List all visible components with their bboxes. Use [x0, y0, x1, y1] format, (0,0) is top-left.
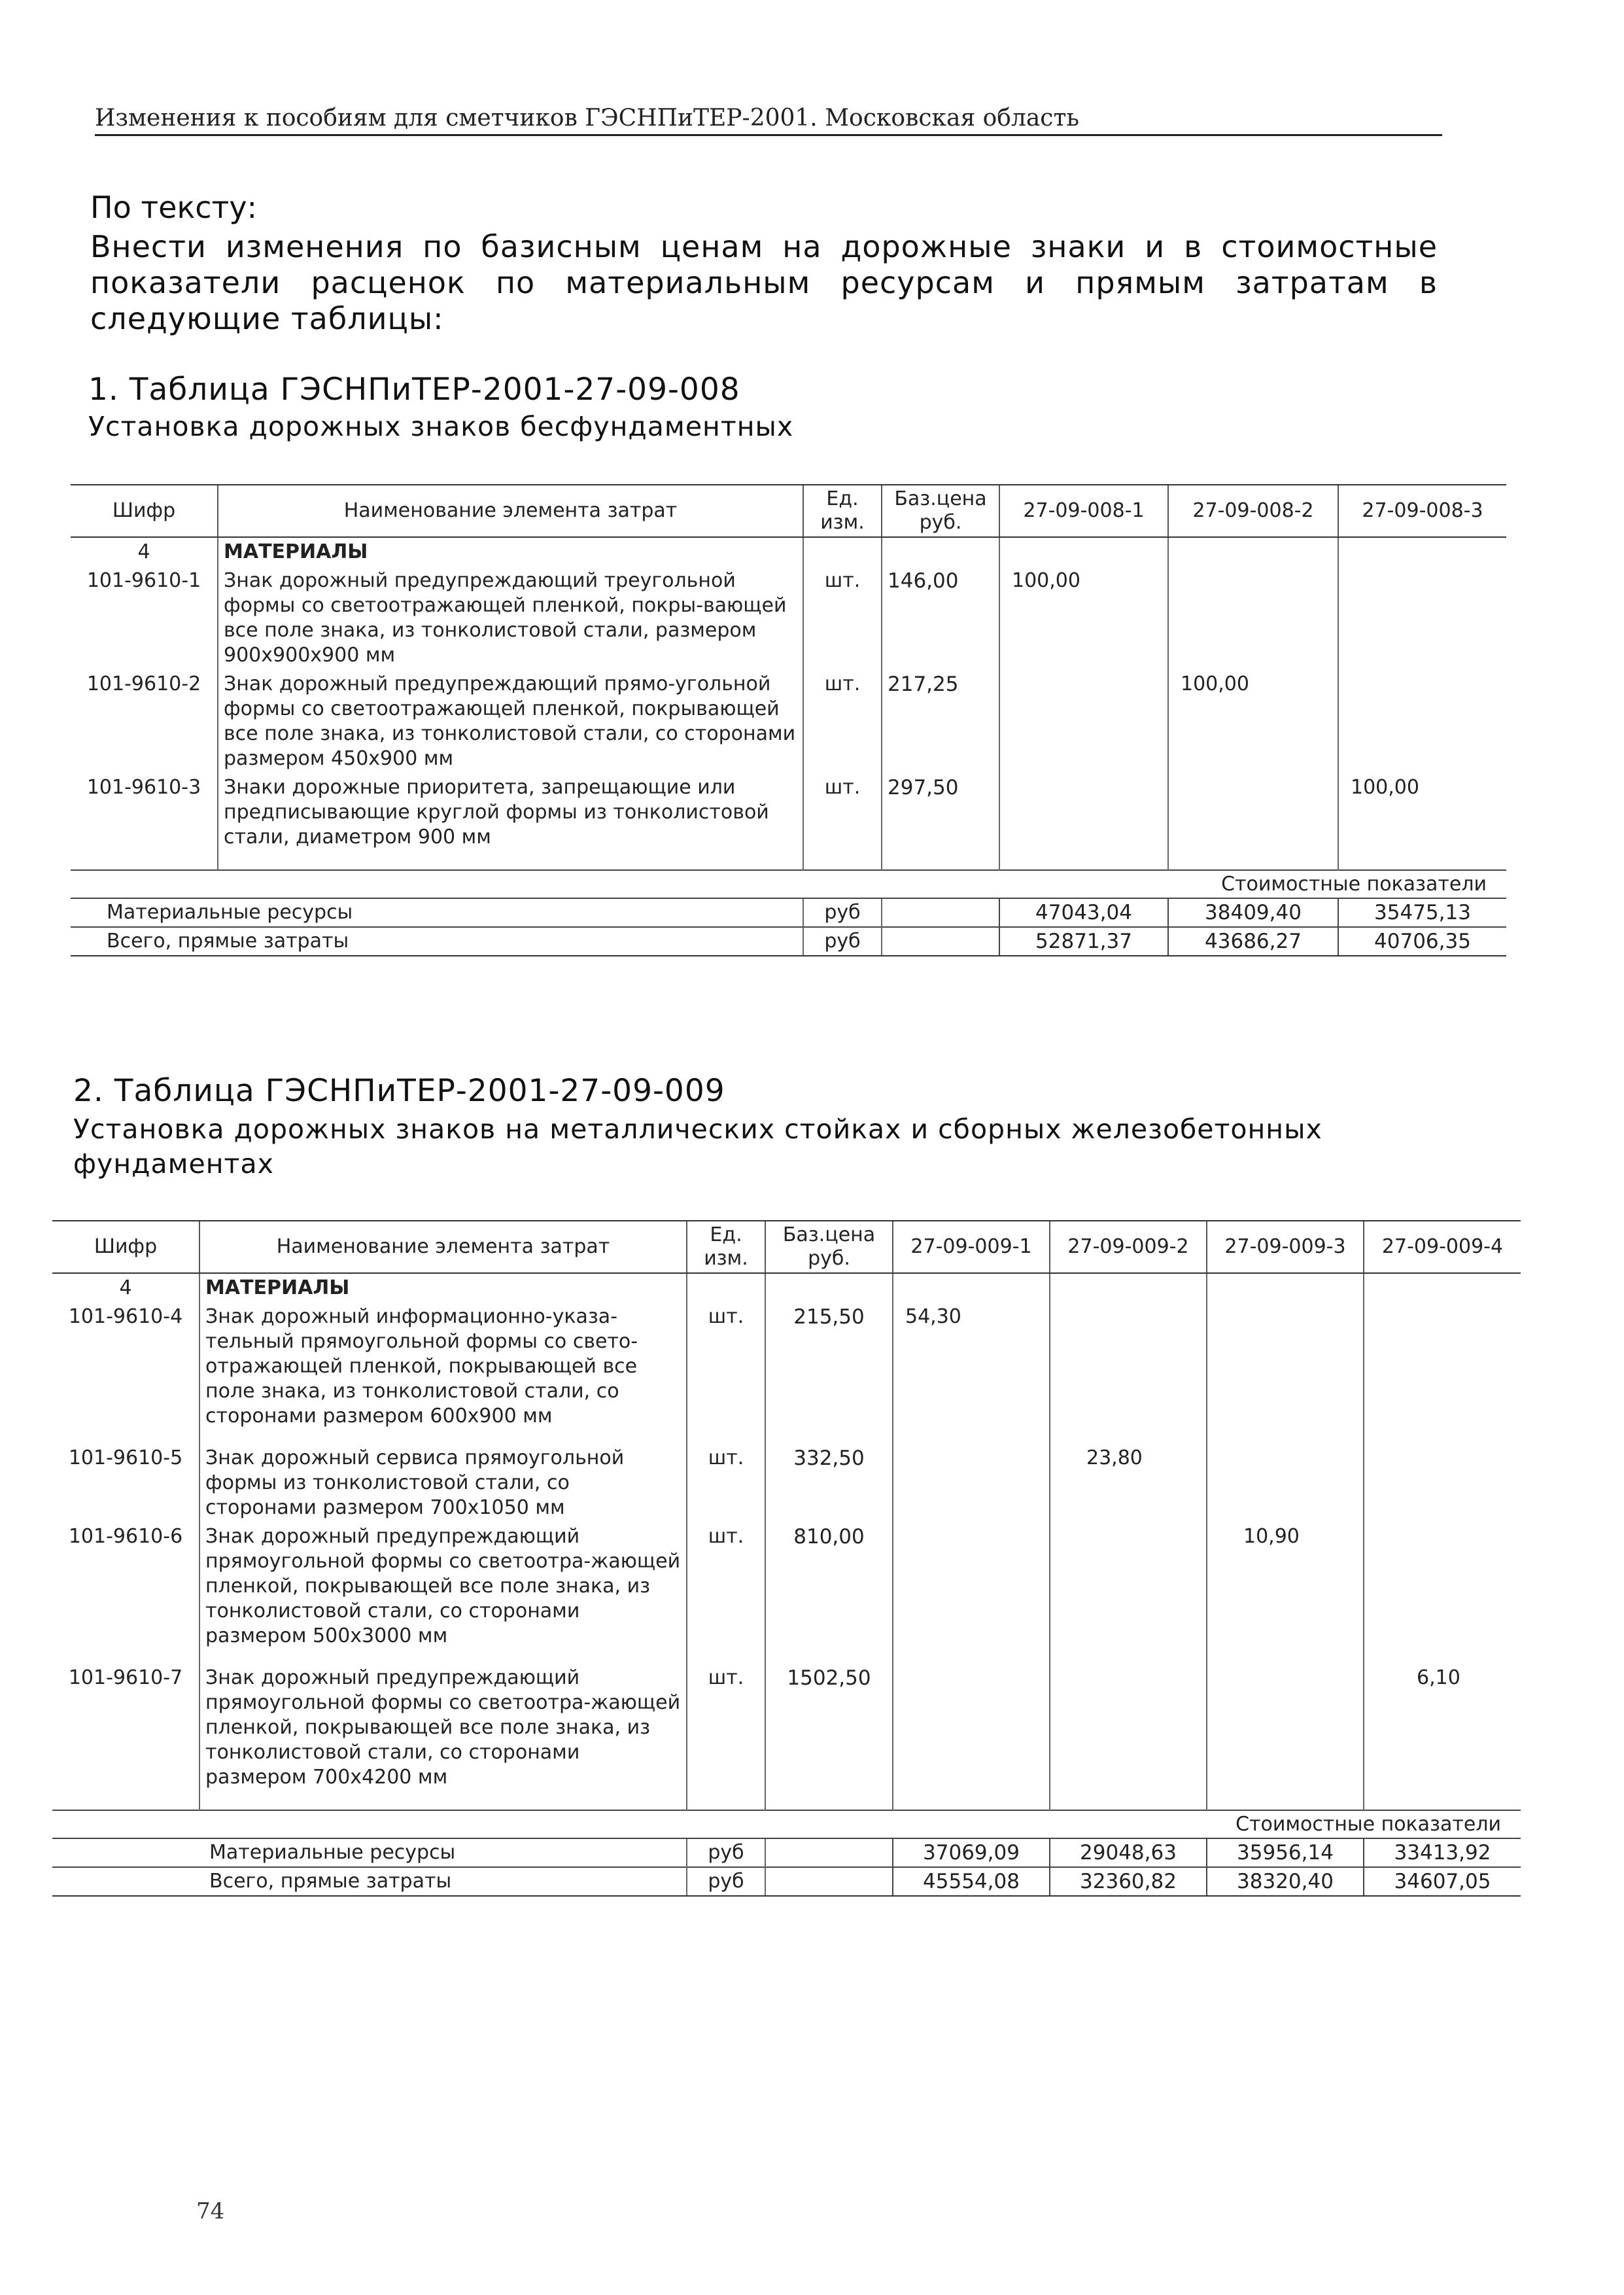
- summary-unit: руб: [687, 1838, 765, 1867]
- material-name: Знак дорожный предупреждающий прямоугольной формы со светоотра-жающей пленкой, покрывающей все поле знака, из тонколистовой стали, со сторонами размером 700х4200 мм: [199, 1664, 687, 1792]
- material-unit: шт.: [687, 1664, 765, 1792]
- cost-indicators-label-row: [52, 1810, 1521, 1838]
- material-price: 215,50: [765, 1303, 893, 1431]
- col-header-price: Баз.цена руб.: [882, 485, 999, 537]
- material-value: 100,00: [1338, 773, 1506, 852]
- material-value: [1338, 567, 1506, 670]
- material-unit: шт.: [687, 1303, 765, 1431]
- table2: [52, 1220, 1521, 1897]
- summary-value: 35956,14: [1207, 1838, 1364, 1867]
- col-header-unit: Ед. изм.: [687, 1221, 765, 1273]
- summary-value: 38320,40: [1207, 1867, 1364, 1896]
- material-code: 101-9610-5: [68, 1446, 183, 1469]
- summary-label: Материальные ресурсы: [52, 1838, 687, 1867]
- material-value: [999, 773, 1168, 852]
- material-value: [1050, 1303, 1207, 1431]
- page-number: 74: [196, 2198, 225, 2224]
- material-value: [1338, 670, 1506, 773]
- summary-unit: руб: [687, 1867, 765, 1896]
- material-value: [1364, 1444, 1521, 1522]
- material-value: 10,90: [1207, 1522, 1364, 1651]
- summary-label: Всего, прямые затраты: [71, 927, 803, 956]
- col-header-rate: 27-09-008-2: [1168, 485, 1338, 537]
- col-header-unit: Ед. изм.: [803, 485, 882, 537]
- intro-title: По тексту:: [90, 190, 258, 225]
- summary-label: Материальные ресурсы: [71, 898, 803, 927]
- material-code: 101-9610-7: [68, 1666, 183, 1689]
- summary-value: 40706,35: [1338, 927, 1506, 956]
- summary-row: [52, 1867, 1521, 1896]
- table-row: [52, 1522, 1521, 1651]
- material-name: Знак дорожный предупреждающий прямо-угольной формы со светоотражающей пленкой, покрывающей все поле знака, из тонколистовой стали, со сторонами размером 450х900 мм: [218, 670, 803, 773]
- table1-subtitle: Установка дорожных знаков бесфундаментных: [88, 411, 794, 442]
- material-value: [1050, 1522, 1207, 1651]
- col-header-rate: 27-09-009-3: [1207, 1221, 1364, 1273]
- section-code: 4: [119, 1276, 132, 1299]
- summary-value: 52871,37: [999, 927, 1168, 956]
- material-name: Знак дорожный информационно-указа-тельный прямоугольной формы со свето-отражающей пленкой, покрывающей все поле знака, из тонколистовой стали, со сторонами размером 600х900 мм: [199, 1303, 687, 1431]
- section-row: [52, 1273, 1521, 1303]
- material-value: [999, 670, 1168, 773]
- table-row: [52, 1444, 1521, 1522]
- material-name: Знак дорожный предупреждающий прямоугольной формы со светоотра-жающей пленкой, покрывающей все поле знака, из тонколистовой стали, со сторонами размером 500х3000 мм: [199, 1522, 687, 1651]
- material-value: 6,10: [1364, 1664, 1521, 1792]
- col-header-rate: 27-09-008-1: [999, 485, 1168, 537]
- table-row: [71, 670, 1506, 773]
- material-unit: шт.: [803, 567, 882, 670]
- col-header-rate: 27-09-009-2: [1050, 1221, 1207, 1273]
- material-value: [893, 1444, 1050, 1522]
- summary-value: 29048,63: [1050, 1838, 1207, 1867]
- material-unit: шт.: [803, 670, 882, 773]
- material-price: 332,50: [765, 1444, 893, 1522]
- material-value: 100,00: [1168, 670, 1338, 773]
- table1-header-row: [71, 485, 1506, 537]
- material-code: 101-9610-4: [68, 1305, 183, 1328]
- col-header-rate: 27-09-008-3: [1338, 485, 1506, 537]
- summary-value: 33413,92: [1364, 1838, 1521, 1867]
- material-price: 146,00: [882, 567, 999, 670]
- table2-subtitle: Установка дорожных знаков на металлических стойках и сборных железобетонных фундаментах: [73, 1113, 1322, 1180]
- summary-unit: руб: [803, 898, 882, 927]
- cost-indicators-label: Стоимостные показатели: [71, 870, 1506, 898]
- material-value: [1050, 1664, 1207, 1792]
- material-code: 101-9610-2: [86, 673, 201, 695]
- table-row: [52, 1664, 1521, 1792]
- material-code: 101-9610-6: [68, 1525, 183, 1548]
- table1: [71, 484, 1506, 956]
- table1-title: 1. Таблица ГЭСНПиТЕР-2001-27-09-008: [88, 372, 740, 408]
- summary-value: 43686,27: [1168, 927, 1338, 956]
- summary-row: [71, 898, 1506, 927]
- cost-indicators-label-row: [71, 870, 1506, 898]
- col-header-rate: 27-09-009-4: [1364, 1221, 1521, 1273]
- table2-title: 2. Таблица ГЭСНПиТЕР-2001-27-09-009: [73, 1073, 725, 1109]
- material-value: [1364, 1303, 1521, 1431]
- material-value: 23,80: [1050, 1444, 1207, 1522]
- summary-row: [71, 927, 1506, 956]
- summary-unit: руб: [803, 927, 882, 956]
- section-code: 4: [137, 540, 150, 563]
- material-value: [1207, 1664, 1364, 1792]
- material-price: 810,00: [765, 1522, 893, 1651]
- material-unit: шт.: [803, 773, 882, 852]
- running-header: Изменения к пособиям для сметчиков ГЭСНПиТЕР-2001. Московская область: [95, 105, 1442, 136]
- summary-value: 35475,13: [1338, 898, 1506, 927]
- col-header-name: Наименование элемента затрат: [218, 485, 803, 537]
- col-header-price: Баз.цена руб.: [765, 1221, 893, 1273]
- material-value: [1207, 1444, 1364, 1522]
- table-row: [52, 1303, 1521, 1431]
- material-value: [1168, 567, 1338, 670]
- summary-value: 45554,08: [893, 1867, 1050, 1896]
- table-row: [71, 773, 1506, 852]
- col-header-code: Шифр: [52, 1221, 199, 1273]
- material-code: 101-9610-3: [86, 776, 201, 799]
- table2-header-row: [52, 1221, 1521, 1273]
- material-code: 101-9610-1: [86, 569, 201, 592]
- section-name: МАТЕРИАЛЫ: [199, 1273, 687, 1303]
- material-name: Знак дорожный предупреждающий треугольной формы со светоотражающей пленкой, покры-вающей все поле знака, из тонколистовой стали, размером 900х900х900 мм: [218, 567, 803, 670]
- material-price: 1502,50: [765, 1664, 893, 1792]
- material-value: [1168, 773, 1338, 852]
- col-header-code: Шифр: [71, 485, 218, 537]
- material-unit: шт.: [687, 1522, 765, 1651]
- summary-value: 47043,04: [999, 898, 1168, 927]
- intro-text: Внести изменения по базисным ценам на дорожные знаки и в стоимостные показатели расценок по материальным ресурсам и прямым затратам в следующие таблицы:: [90, 229, 1438, 336]
- summary-value: 34607,05: [1364, 1867, 1521, 1896]
- material-name: Знак дорожный сервиса прямоугольной формы из тонколистовой стали, со сторонами размером 700х1050 мм: [199, 1444, 687, 1522]
- col-header-rate: 27-09-009-1: [893, 1221, 1050, 1273]
- summary-value: 37069,09: [893, 1838, 1050, 1867]
- section-row: [71, 537, 1506, 567]
- material-price: 217,25: [882, 670, 999, 773]
- material-value: [893, 1522, 1050, 1651]
- summary-value: 32360,82: [1050, 1867, 1207, 1896]
- section-name: МАТЕРИАЛЫ: [218, 537, 803, 567]
- summary-label: Всего, прямые затраты: [52, 1867, 687, 1896]
- material-name: Знаки дорожные приоритета, запрещающие или предписывающие круглой формы из тонколистовой стали, диаметром 900 мм: [218, 773, 803, 852]
- material-value: [1364, 1522, 1521, 1651]
- col-header-name: Наименование элемента затрат: [199, 1221, 687, 1273]
- summary-row: [52, 1838, 1521, 1867]
- summary-value: 38409,40: [1168, 898, 1338, 927]
- cost-indicators-label: Стоимостные показатели: [52, 1810, 1521, 1838]
- material-value: 54,30: [893, 1303, 1050, 1431]
- material-price: 297,50: [882, 773, 999, 852]
- material-unit: шт.: [687, 1444, 765, 1522]
- table-row: [71, 567, 1506, 670]
- material-value: [893, 1664, 1050, 1792]
- material-value: 100,00: [999, 567, 1168, 670]
- material-value: [1207, 1303, 1364, 1431]
